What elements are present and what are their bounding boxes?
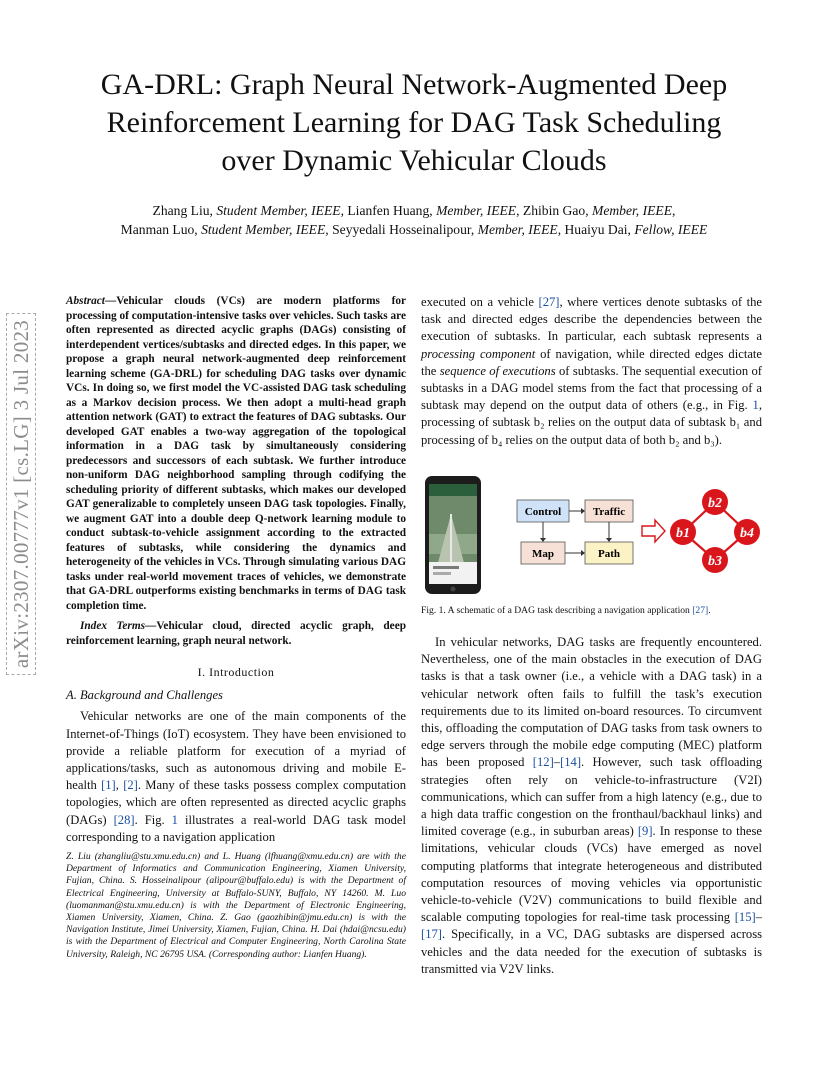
node-control-label: Control	[524, 506, 562, 518]
figure-1-caption: Fig. 1. A schematic of a DAG task describing a navigation application [27].	[421, 605, 711, 616]
component-graph	[517, 500, 633, 564]
author-line-1: Zhang Liu, Student Member, IEEE, Lianfen Huang, Member, IEEE, Zhibin Gao, Member, IEEE,	[152, 203, 676, 218]
author-line-2: Manman Luo, Student Member, IEEE, Seyyedali Hosseinalipour, Member, IEEE, Huaiyu Dai, Fellow, IEEE	[120, 222, 708, 237]
citation-link[interactable]: [1]	[101, 778, 116, 793]
citation-link[interactable]: [28]	[113, 812, 135, 827]
title-line-2: Reinforcement Learning for DAG Task Scheduling	[106, 106, 722, 139]
citation-link[interactable]: [17]	[421, 927, 442, 942]
node-path-label: Path	[598, 548, 620, 560]
right-column-top	[421, 294, 762, 449]
transform-arrow-icon	[642, 520, 665, 542]
paper-title	[60, 66, 768, 180]
abstract: Abstract—Vehicular clouds (VCs) are modern platforms for processing of computation-intensive tasks over vehicles. Such tasks are often represented as directed acyclic graphs (DAGs) consisting of interdependent vertices/subtasks and directed edges. In this paper, we propose a graph neural network-augmented deep reinforcement learning scheme (GA-DRL) for scheduling DAG tasks over dynamic VCs. In doing so, we first model the VC-assisted DAG task scheduling as a Markov decision process. We then adopt a multi-head graph attention network (GAT) to extract the features of DAG subtasks. Our developed GAT enables a two-way aggregation of the topological information in a DAG task by simultaneously considering predecessors and successors of each subtask. We further introduce non-uniform DAG neighborhood sampling through codifying the scheduling priority of different subtasks, which makes our developed GAT generalizable to completely unseen DAG task topologies. Finally, we augment GAT into a double deep Q-network learning module to conduct subtask-to-vehicle assignment according to the extracted features of subtasks, while considering the dynamics and heterogeneity of the vehicles in VCs. Through simulating various DAG tasks under real-world movement traces of vehicles, we demonstrate that GA-DRL outperforms existing benchmarks in terms of DAG task completion time.	[66, 295, 406, 612]
right-paragraph-1: executed on a vehicle [27], where vertices denote subtasks of the task and directed edges describe the dependencies between the execution of subtasks. In particular, each subtask represents a processing component of navigation, while directed edges dictate the sequence of executions of subtasks. The sequential execution of subtasks in a DAG model stems from the fact that processing of a subtask may depend on the output data of others (e.g., in Fig. 1, processing of subtask b₂ relies on the output data of subtask b₁ and processing of b₄ relies on the output data of both b₂ and b₃).	[421, 295, 762, 447]
author-list	[60, 201, 768, 239]
phone-navigation-icon	[425, 476, 481, 594]
subsection-heading: A. Background and Challenges	[66, 688, 223, 703]
citation-link[interactable]: [15]	[734, 910, 756, 925]
left-column	[66, 294, 406, 846]
citation-link[interactable]: [14]	[560, 755, 582, 770]
citation-link[interactable]: [27]	[538, 295, 560, 309]
right-column-bottom	[421, 634, 762, 978]
figure-reference-link[interactable]: 1	[752, 398, 759, 413]
figure-1	[421, 474, 762, 598]
arxiv-identifier-stamp: arXiv:2307.00777v1 [cs.LG] 3 Jul 2023	[6, 304, 34, 684]
section-heading-introduction: I. Introduction	[197, 665, 275, 679]
svg-text:b4: b4	[740, 526, 754, 541]
citation-link[interactable]: [12]	[532, 755, 554, 770]
dag-schematic	[421, 474, 762, 598]
citation-link[interactable]: [2]	[123, 778, 138, 793]
node-map-label: Map	[532, 548, 554, 560]
node-traffic-label: Traffic	[592, 506, 626, 518]
dag-graph	[670, 489, 760, 573]
title-line-3: over Dynamic Vehicular Clouds	[221, 144, 607, 177]
title-line-1: GA-DRL: Graph Neural Network-Augmented Deep	[100, 68, 728, 101]
intro-paragraph-1: Vehicular networks are one of the main components of the Internet-of-Things (IoT) ecosystem. They have been envisioned to provide a reliable platform for execution of a myriad of applications/tasks, such as autonomous driving and mobile E-health [1], [2]. Many of these tasks possess complex computation topologies, which are often represented as directed acyclic graphs (DAGs) [28]. Fig. 1 illustrates a real-world DAG task model corresponding to a navigation application	[66, 709, 407, 844]
index-terms: Index Terms—Vehicular cloud, directed acyclic graph, deep reinforcement learning, graph neural network.	[66, 620, 406, 647]
author-affiliation-footnote: Z. Liu (zhangliu@stu.xmu.edu.cn) and L. Huang (lfhuang@xmu.edu.cn) are with the Department of Informatics and Communication Engineering, Xiamen University, Fujian, China. S. Hosseinalipour (alipour@buffalo.edu) is with the Department of Electrical Engineering, University at Buffalo-SUNY, Buffalo, NY 14260. M. Luo (luomanman@stu.xmu.edu.cn) is with the Department of Electronic Engineering, Xiamen University, Xiamen, China. Z. Gao (gaozhibin@jmu.edu.cn) is with the Navigation Institute, Jimei University, Xiamen, Fujian, China. H. Dai (hdai@ncsu.edu) is with the Department of Electrical and Computer Engineering, North Carolina State University, Raleigh, NC 26795 USA. (Corresponding author: Lianfen Huang).	[66, 851, 406, 960]
svg-text:b2: b2	[708, 496, 722, 511]
right-paragraph-2: In vehicular networks, DAG tasks are frequently encountered. Nevertheless, one of the main obstacles in the execution of DAG tasks is that a task owner (i.e., a vehicle with a DAG task) in a vehicular network often fails to fulfill the task’s execution requirements due to its limited on-board resources. To circumvent this, offloading the computation of DAG tasks from task owners to edge servers through the mobile edge computing (MEC) platform has been proposed [12]–[14]. However, such task offloading strategies often rely on vehicle-to-infrastructure (V2I) communications, which can suffer from a high latency (e.g., due to a high data traffic congestion on the fronthaul/backhaul links) and limited coverage (e.g., in suburban areas) [9]. In response to these limitations, vehicular clouds (VCs) have emerged as novel computing platforms that integrate heterogeneous and distributed computation resources of moving vehicles via opportunistic vehicle-to-vehicle (V2V) communications to build flexible and scalable computing topologies for real-time task processing [15]–[17]. Specifically, in a VC, DAG subtasks are dispersed across vehicles and the data needed for the execution of subtasks is transmitted via V2V links.	[421, 635, 762, 976]
citation-link[interactable]: [27]	[692, 605, 709, 616]
svg-text:b1: b1	[676, 526, 690, 541]
citation-link[interactable]: [9]	[637, 824, 653, 839]
figure-reference-link[interactable]: 1	[171, 812, 178, 827]
svg-text:b3: b3	[708, 554, 722, 569]
